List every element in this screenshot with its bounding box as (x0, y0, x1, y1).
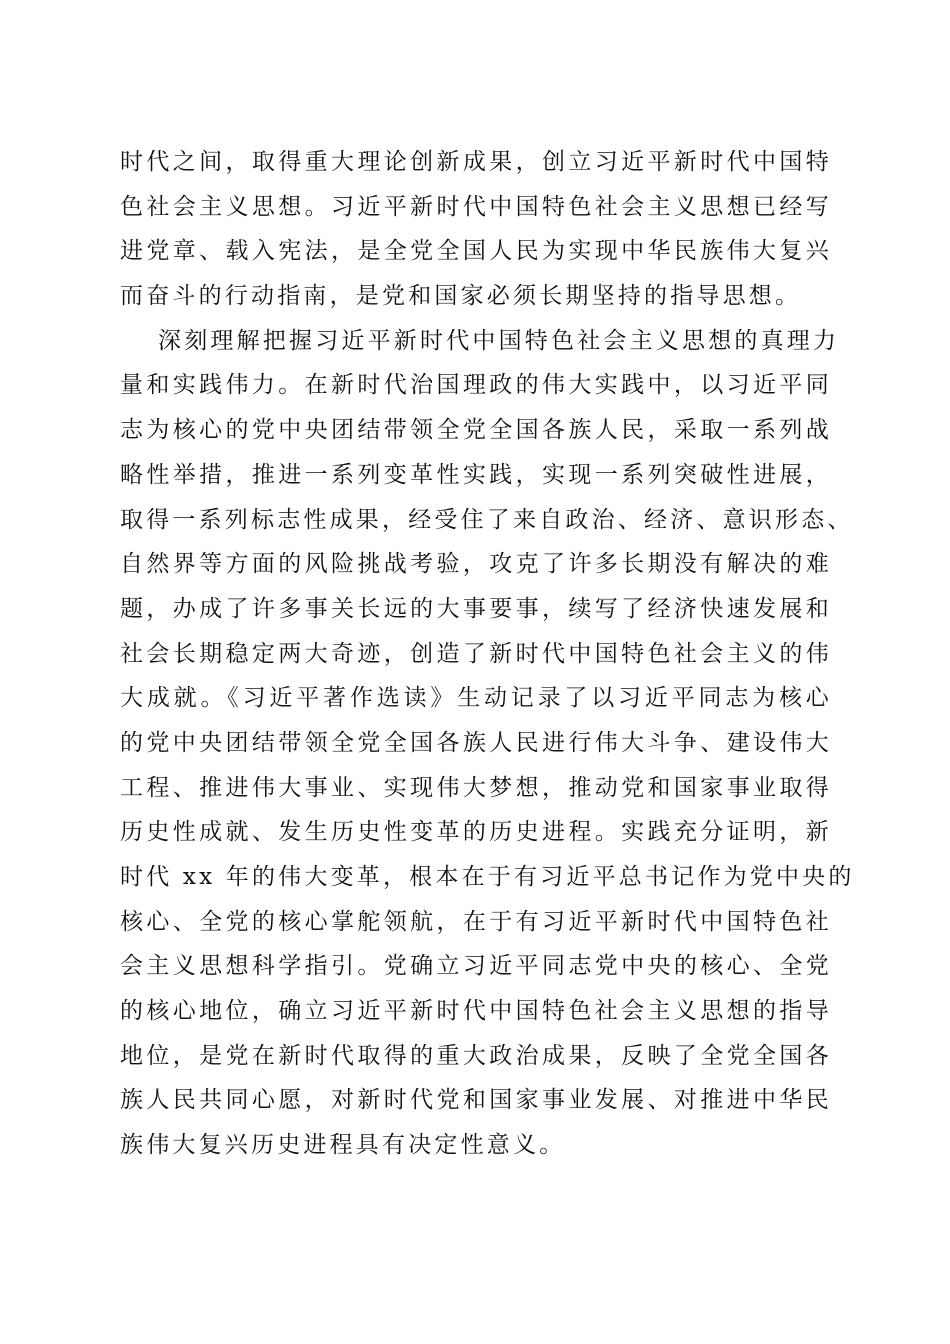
text-line: 取得一系列标志性成果，经受住了来自政治、经济、意识形态、 (120, 506, 854, 533)
text-line: 题，办成了许多事关长远的大事要事，续写了经济快速发展和 (120, 595, 832, 622)
text-line: 地位，是党在新时代取得的重大政治成果，反映了全党全国各 (120, 1042, 832, 1069)
body-text (120, 140, 855, 1168)
text-line: 社会长期稳定两大奇迹，创造了新时代中国特色社会主义的伟 (120, 640, 832, 667)
text-line: 量和实践伟力。在新时代治国理政的伟大实践中，以习近平同 (120, 372, 832, 399)
text-line: 会主义思想科学指引。党确立习近平同志党中央的核心、全党 (120, 953, 832, 980)
text-line: 时代之间，取得重大理论创新成果，创立习近平新时代中国特 (120, 149, 832, 175)
text-line: 志为核心的党中央团结带领全党全国各族人民，采取一系列战 (120, 417, 832, 444)
text-line: 自然界等方面的风险挑战考验，攻克了许多长期没有解决的难 (120, 551, 832, 578)
text-line: 进党章、载入宪法，是全党全国人民为实现中华民族伟大复兴 (120, 238, 832, 265)
text-line: 的党中央团结带领全党全国各族人民进行伟大斗争、建设伟大 (120, 729, 832, 756)
text-line: 历史性成就、发生历史性变革的历史进程。实践充分证明，新 (120, 819, 832, 846)
text-line: 工程、推进伟大事业、实现伟大梦想，推动党和国家事业取得 (120, 774, 832, 801)
text-line: 时代 xx 年的伟大变革，根本在于有习近平总书记作为党中央的 (120, 864, 855, 890)
text-line: 族伟大复兴历史进程具有决定性意义。 (120, 1132, 566, 1159)
text-line: 而奋斗的行动指南，是党和国家必须长期坚持的指导思想。 (120, 283, 802, 310)
text-line: 色社会主义思想。习近平新时代中国特色社会主义思想已经写 (120, 193, 832, 220)
text-line: 核心、全党的核心掌舵领航，在于有习近平新时代中国特色社 (120, 908, 832, 935)
text-line: 族人民共同心愿，对新时代党和国家事业发展、对推进中华民 (120, 1087, 832, 1114)
text-line: 大成就。《习近平著作选读》生动记录了以习近平同志为核心 (120, 685, 832, 712)
paragraph-first-line: 深刻理解把握习近平新时代中国特色社会主义思想的真理力 (158, 327, 840, 354)
text-line: 的核心地位，确立习近平新时代中国特色社会主义思想的指导 (120, 998, 832, 1025)
text-line: 略性举措，推进一系列变革性实践，实现一系列突破性进展， (120, 461, 832, 488)
